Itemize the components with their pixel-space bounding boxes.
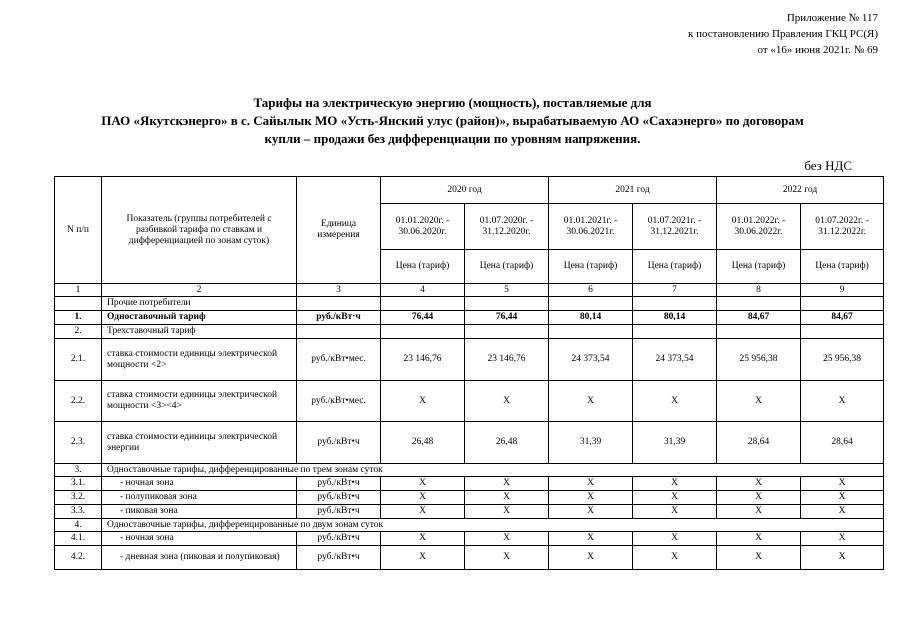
row-name: - пиковая зона xyxy=(102,505,297,519)
row-name: - ночная зона xyxy=(102,477,297,491)
price-cell: Х xyxy=(381,505,465,519)
row-name: ставка стоимости единицы электрической мощности <3><4> xyxy=(102,381,297,422)
table-row xyxy=(55,519,884,532)
column-number: 4 xyxy=(381,284,465,297)
column-number: 7 xyxy=(633,284,717,297)
price-cell: 26,48 xyxy=(381,422,465,464)
table-header xyxy=(55,177,884,297)
header-indicator: Показатель (группы потребителей с разбивкой тарифа по ставкам и дифференциацией по зонам суток) xyxy=(102,177,297,284)
row-unit: руб./кВт·ч xyxy=(297,311,381,325)
row-unit: руб./кВт•ч xyxy=(297,546,381,570)
row-number: 3.3. xyxy=(55,505,102,519)
price-cell: Х xyxy=(381,381,465,422)
row-number: 2.1. xyxy=(55,339,102,381)
row-name: - ночная зона xyxy=(102,532,297,546)
row-unit: руб./кВт•ч xyxy=(297,422,381,464)
row-number: 3.1. xyxy=(55,477,102,491)
row-number: 4.1. xyxy=(55,532,102,546)
price-cell: Х xyxy=(549,381,633,422)
appendix-number: Приложение № 117 xyxy=(786,12,878,24)
price-cell: 23 146,76 xyxy=(465,339,549,381)
table-row xyxy=(55,477,884,491)
empty-cell xyxy=(717,325,801,339)
price-cell: 31,39 xyxy=(633,422,717,464)
price-cell: Х xyxy=(801,505,884,519)
title-line-3: купли – продажи без дифференциации по уровням напряжения. xyxy=(264,131,641,146)
header-price: Цена (тариф) xyxy=(801,250,884,284)
price-cell: Х xyxy=(633,532,717,546)
row-name: Одноставочные тарифы, дифференцированные по двум зонам суток xyxy=(102,519,884,532)
price-cell: Х xyxy=(717,477,801,491)
header-year-2020: 2020 год xyxy=(381,177,549,204)
table-row xyxy=(55,381,884,422)
price-cell: Х xyxy=(801,491,884,505)
price-cell: Х xyxy=(633,505,717,519)
price-cell: Х xyxy=(801,381,884,422)
price-cell: Х xyxy=(549,546,633,570)
empty-cell xyxy=(549,325,633,339)
row-unit: руб./кВт•ч xyxy=(297,491,381,505)
title-line-1: Тарифы на электрическую энергию (мощность), поставляемые для xyxy=(253,95,652,110)
row-unit: руб./кВт•ч xyxy=(297,505,381,519)
price-cell: Х xyxy=(549,491,633,505)
price-cell: 80,14 xyxy=(549,311,633,325)
price-cell: 28,64 xyxy=(801,422,884,464)
price-cell: Х xyxy=(633,477,717,491)
document-title xyxy=(0,94,905,148)
price-cell: 25 956,38 xyxy=(717,339,801,381)
price-cell: 31,39 xyxy=(549,422,633,464)
header-period: 01.07.2022г. - 31.12.2022г. xyxy=(801,204,884,250)
table-row xyxy=(55,339,884,381)
price-cell: Х xyxy=(549,477,633,491)
price-cell: Х xyxy=(633,491,717,505)
price-cell: Х xyxy=(465,532,549,546)
column-number: 8 xyxy=(717,284,801,297)
column-number: 5 xyxy=(465,284,549,297)
price-cell: Х xyxy=(717,532,801,546)
table-row xyxy=(55,505,884,519)
price-cell: Х xyxy=(717,546,801,570)
column-number: 2 xyxy=(102,284,297,297)
column-number: 3 xyxy=(297,284,381,297)
price-cell: Х xyxy=(381,546,465,570)
empty-cell xyxy=(297,325,381,339)
price-cell: Х xyxy=(633,546,717,570)
price-cell: Х xyxy=(633,381,717,422)
row-number: 4. xyxy=(55,519,102,532)
price-cell: 28,64 xyxy=(717,422,801,464)
header-year-2022: 2022 год xyxy=(717,177,884,204)
row-name: - полупиковая зона xyxy=(102,491,297,505)
table-row xyxy=(55,422,884,464)
price-cell: Х xyxy=(549,505,633,519)
row-unit: руб./кВт•мес. xyxy=(297,381,381,422)
price-cell: Х xyxy=(381,477,465,491)
header-price: Цена (тариф) xyxy=(717,250,801,284)
header-price: Цена (тариф) xyxy=(381,250,465,284)
empty-cell xyxy=(381,325,465,339)
price-cell: 84,67 xyxy=(717,311,801,325)
row-name: ставка стоимости единицы электрической мощности <2> xyxy=(102,339,297,381)
row-unit: руб./кВт•ч xyxy=(297,477,381,491)
header-period: 01.01.2022г. - 30.06.2022г. xyxy=(717,204,801,250)
price-cell: Х xyxy=(549,532,633,546)
row-name: Одноставочные тарифы, дифференцированные по трем зонам суток xyxy=(102,464,884,477)
header-unit: Единица измерения xyxy=(297,177,381,284)
row-number: 2.2. xyxy=(55,381,102,422)
appendix-date: от «16» июня 2021г. № 69 xyxy=(757,44,878,56)
price-cell: Х xyxy=(717,491,801,505)
header-price: Цена (тариф) xyxy=(549,250,633,284)
table-row xyxy=(55,464,884,477)
table-row xyxy=(55,532,884,546)
price-cell: Х xyxy=(381,532,465,546)
appendix-resolution: к постановлению Правления ГКЦ РС(Я) xyxy=(688,28,878,40)
price-cell: Х xyxy=(465,546,549,570)
row-number: 3. xyxy=(55,464,102,477)
price-cell: Х xyxy=(801,532,884,546)
tariff-table xyxy=(54,176,884,570)
row-unit: руб./кВт•мес. xyxy=(297,339,381,381)
title-line-2: ПАО «Якутскэнерго» в с. Сайылык МО «Усть-Янский улус (район)», вырабатываемую АО «Сахаэнерго» по договорам xyxy=(101,113,804,128)
header-period: 01.01.2021г. - 30.06.2021г. xyxy=(549,204,633,250)
appendix-reference xyxy=(688,10,878,58)
price-cell: 25 956,38 xyxy=(801,339,884,381)
table-row xyxy=(55,546,884,570)
header-period: 01.01.2020г. - 30.06.2020г. xyxy=(381,204,465,250)
column-number: 1 xyxy=(55,284,102,297)
price-cell: 76,44 xyxy=(381,311,465,325)
row-name: Одноставочный тариф xyxy=(102,311,297,325)
row-name: - дневная зона (пиковая и полупиковая) xyxy=(102,546,297,570)
row-number: 3.2. xyxy=(55,491,102,505)
row-name: ставка стоимости единицы электрической энергии xyxy=(102,422,297,464)
price-cell: 24 373,54 xyxy=(633,339,717,381)
column-number: 9 xyxy=(801,284,884,297)
price-cell: Х xyxy=(717,505,801,519)
price-cell: Х xyxy=(717,381,801,422)
row-number: 2.3. xyxy=(55,422,102,464)
row-number: 1. xyxy=(55,311,102,325)
row-name: Прочие потребители xyxy=(102,297,297,311)
row-number: 4.2. xyxy=(55,546,102,570)
empty-cell xyxy=(633,325,717,339)
price-cell: 24 373,54 xyxy=(549,339,633,381)
price-cell: Х xyxy=(801,477,884,491)
price-cell: 26,48 xyxy=(465,422,549,464)
empty-cell xyxy=(801,325,884,339)
header-price: Цена (тариф) xyxy=(633,250,717,284)
empty-cell xyxy=(465,325,549,339)
header-year-2021: 2021 год xyxy=(549,177,717,204)
row-number: 2. xyxy=(55,325,102,339)
header-period: 01.07.2020г. - 31.12.2020г. xyxy=(465,204,549,250)
price-cell: Х xyxy=(465,491,549,505)
vat-note: без НДС xyxy=(804,158,852,173)
column-number: 6 xyxy=(549,284,633,297)
tariff-rows xyxy=(55,311,884,570)
price-cell: Х xyxy=(801,546,884,570)
price-cell: Х xyxy=(465,477,549,491)
price-cell: Х xyxy=(465,381,549,422)
price-cell: Х xyxy=(465,505,549,519)
row-unit: руб./кВт•ч xyxy=(297,532,381,546)
header-price: Цена (тариф) xyxy=(465,250,549,284)
price-cell: 76,44 xyxy=(465,311,549,325)
table-body xyxy=(55,297,884,311)
price-cell: 23 146,76 xyxy=(381,339,465,381)
table-row xyxy=(55,325,884,339)
table-row xyxy=(55,491,884,505)
price-cell: 84,67 xyxy=(801,311,884,325)
price-cell: 80,14 xyxy=(633,311,717,325)
table-row xyxy=(55,297,884,311)
row-name: Трехставочный тариф xyxy=(102,325,297,339)
header-num: N п/п xyxy=(55,177,102,284)
table-row xyxy=(55,311,884,325)
price-cell: Х xyxy=(381,491,465,505)
header-period: 01.07.2021г. - 31.12.2021г. xyxy=(633,204,717,250)
